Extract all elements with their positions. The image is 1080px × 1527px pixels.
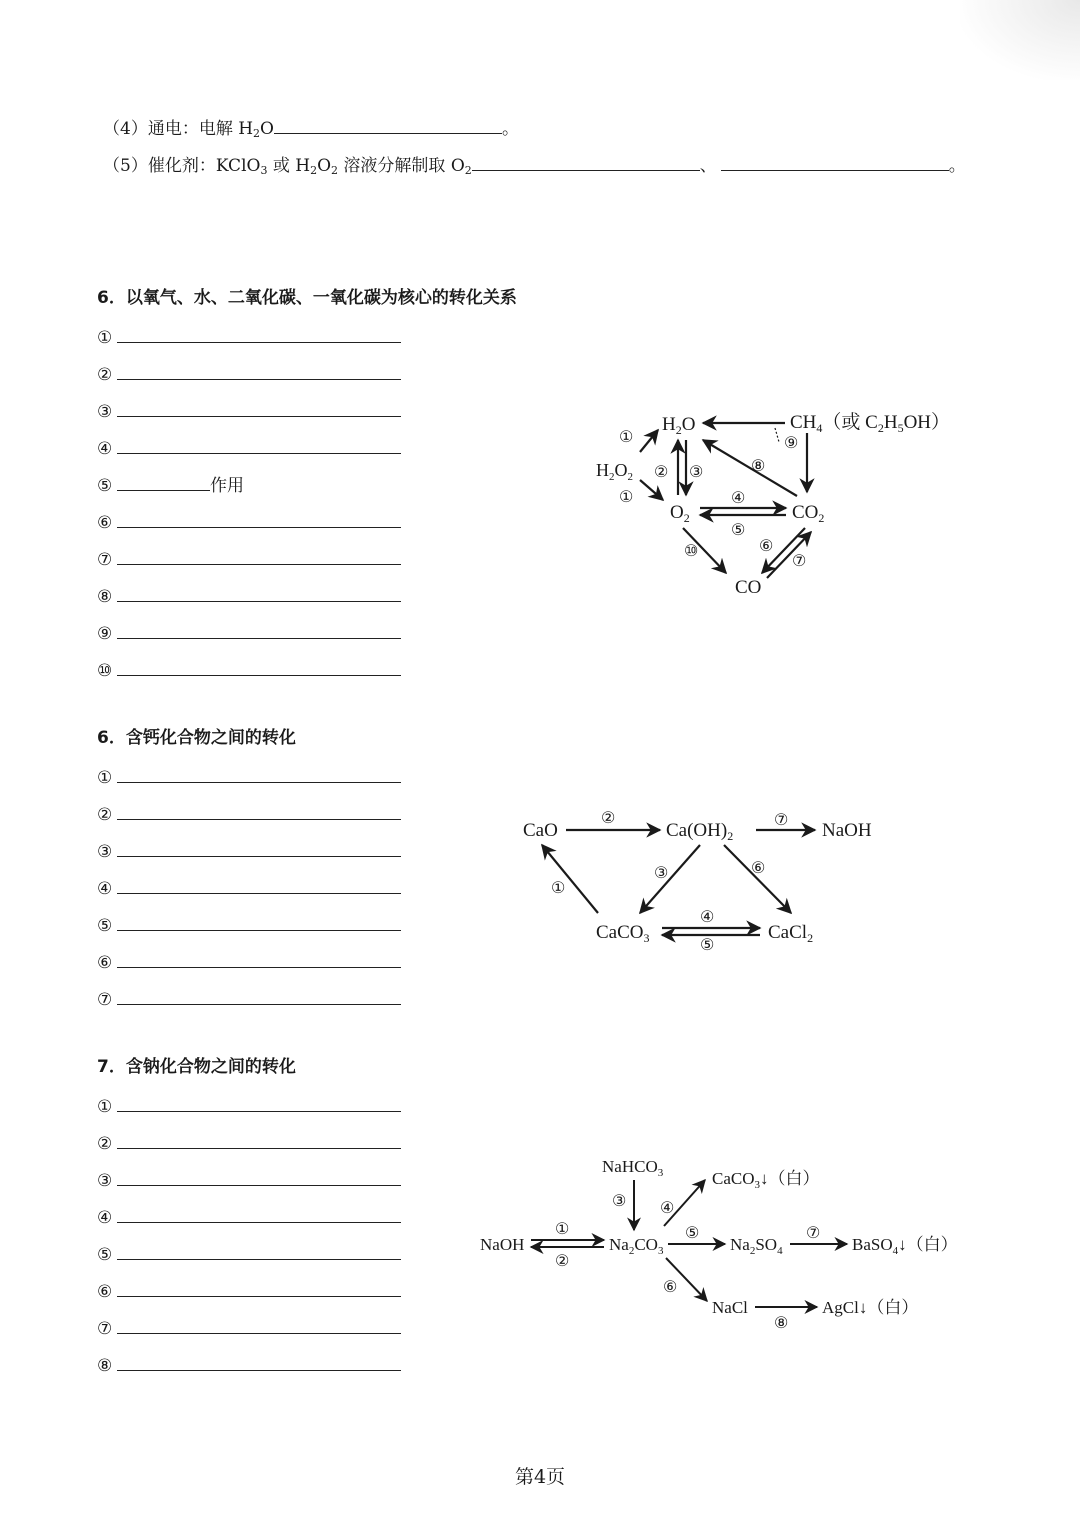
diagram-label: ⑦ — [774, 812, 789, 829]
diagram-label: ⑥ — [663, 1279, 678, 1296]
diagram-label: ② — [601, 810, 616, 827]
answer-item: ① — [97, 764, 401, 790]
diagram-node-na2so4 — [730, 1235, 783, 1257]
svg-text:CaCl2: CaCl$_2$ — [768, 922, 814, 945]
answer-item: ⑤ — [97, 912, 401, 938]
answer-item: ⑨ — [97, 620, 401, 646]
answer-item: ② — [97, 1130, 401, 1156]
answer-item: ③ — [97, 1167, 401, 1193]
answer-item: ⑥ — [97, 1278, 401, 1304]
svg-text:CO2: $CO_2$ — [792, 502, 825, 525]
question-line-4: （4）通电：电解 $H_2O$ 。 — [103, 115, 519, 141]
diagram-node-na2co3 — [609, 1235, 664, 1257]
answer-item: ⑦ — [97, 546, 401, 572]
page-number: 第4页 — [514, 1466, 566, 1488]
answer-item: ① — [97, 324, 401, 350]
answer-item: ① — [97, 1093, 401, 1119]
answer-item: ⑤ — [97, 1241, 401, 1267]
diagram-node-naoh: NaOH — [480, 1235, 525, 1254]
svg-text:CH4（或 C2H5OH）: $CH_4$（或 $C_2H_5OH$） — [790, 412, 951, 435]
diagram-label: ⑤ — [685, 1225, 700, 1242]
diagram-node-co: CO — [735, 577, 762, 598]
diagram-label: ⑥ — [759, 538, 774, 555]
diagram-label: ② — [555, 1253, 570, 1270]
answer-item: ② — [97, 801, 401, 827]
diagram-label: ④ — [700, 909, 715, 926]
diagram-label: ④ — [660, 1200, 675, 1217]
diagram-label: ③ — [654, 865, 669, 882]
svg-text:BaSO4↓（白）: BaSO$_4$↓（白） — [852, 1235, 958, 1257]
svg-text:Na2SO4: $Na_2SO_4$ — [730, 1235, 783, 1257]
answer-item: ⑧ — [97, 1352, 401, 1378]
diagram-label: ⑦ — [806, 1225, 821, 1242]
diagram-label: ⑤ — [700, 937, 715, 954]
answer-item: ② — [97, 361, 401, 387]
diagram-label: ③ — [612, 1193, 627, 1210]
svg-text:NaHCO3: NaHCO$_3$ — [602, 1157, 664, 1179]
question-line-5: （5）催化剂：KClO$_3$ 或 $H_2O_2$ 溶液分解制取 $O_2$ 、 。 — [103, 152, 966, 178]
diagram-label: ⑦ — [792, 553, 807, 570]
svg-text:H2O: $H_2O$ — [662, 414, 696, 437]
svg-text:Ca(OH)2: $Ca(OH)_2$ — [666, 820, 734, 843]
answer-item: ④ — [97, 1204, 401, 1230]
diagram-node-naoh: NaOH — [822, 820, 872, 841]
answer-item: ⑩ — [97, 657, 401, 683]
answer-item: ⑧ — [97, 583, 401, 609]
diagram-node-nahco3 — [602, 1157, 664, 1179]
diagram-label: ⑧ — [774, 1315, 789, 1332]
diagram-node-caco3-precipitate — [712, 1169, 820, 1191]
answer-item: ④ — [97, 875, 401, 901]
diagram-label: ⑧ — [751, 458, 766, 475]
svg-text:Na2CO3: $Na_2CO_3$ — [609, 1235, 664, 1257]
diagram-label: ② — [654, 464, 669, 481]
diagram-label: ① — [555, 1221, 570, 1238]
diagram-node-baso4-precipitate — [852, 1235, 958, 1257]
diagram-node-agcl-precipitate — [822, 1298, 918, 1317]
section-title-oxygen: 6．以氧气、水、二氧化碳、一氧化碳为核心的转化关系 — [97, 288, 517, 308]
svg-text:CaCO3↓（白）: CaCO$_3$↓（白） — [712, 1169, 820, 1191]
section-title-sodium: 7．含钠化合物之间的转化 — [97, 1057, 296, 1077]
answer-item: ③ — [97, 838, 401, 864]
svg-text:O2: $O_2$ — [670, 502, 690, 525]
answer-item: ⑤ 作用 — [97, 472, 244, 498]
diagram-label: ⑤ — [731, 522, 746, 539]
diagram-label: ⑩ — [684, 543, 699, 560]
diagram-label: ⑥ — [751, 860, 766, 877]
answer-item: ⑦ — [97, 1315, 401, 1341]
section-title-calcium: 6．含钙化合物之间的转化 — [97, 728, 296, 748]
diagram-label: ④ — [731, 490, 746, 507]
answer-item: ③ — [97, 398, 401, 424]
diagram-node-cao: CaO — [523, 820, 558, 841]
answer-item: ④ — [97, 435, 401, 461]
diagram-node-nacl: NaCl — [712, 1298, 748, 1317]
diagram-label: ① — [551, 880, 566, 897]
diagram-label: ③ — [689, 464, 704, 481]
diagram-label: ① — [619, 429, 634, 446]
answer-item: ⑥ — [97, 949, 401, 975]
svg-text:CaCO3: CaCO$_3$ — [596, 922, 650, 945]
diagram-label: ⑨ — [784, 435, 799, 452]
svg-text:H2O2: $H_2O_2$ — [596, 460, 633, 483]
diagram-label: ① — [619, 489, 634, 506]
answer-item: ⑥ — [97, 509, 401, 535]
svg-text:AgCl↓（白）: AgCl↓（白） — [822, 1298, 919, 1317]
answer-item: ⑦ — [97, 986, 401, 1012]
